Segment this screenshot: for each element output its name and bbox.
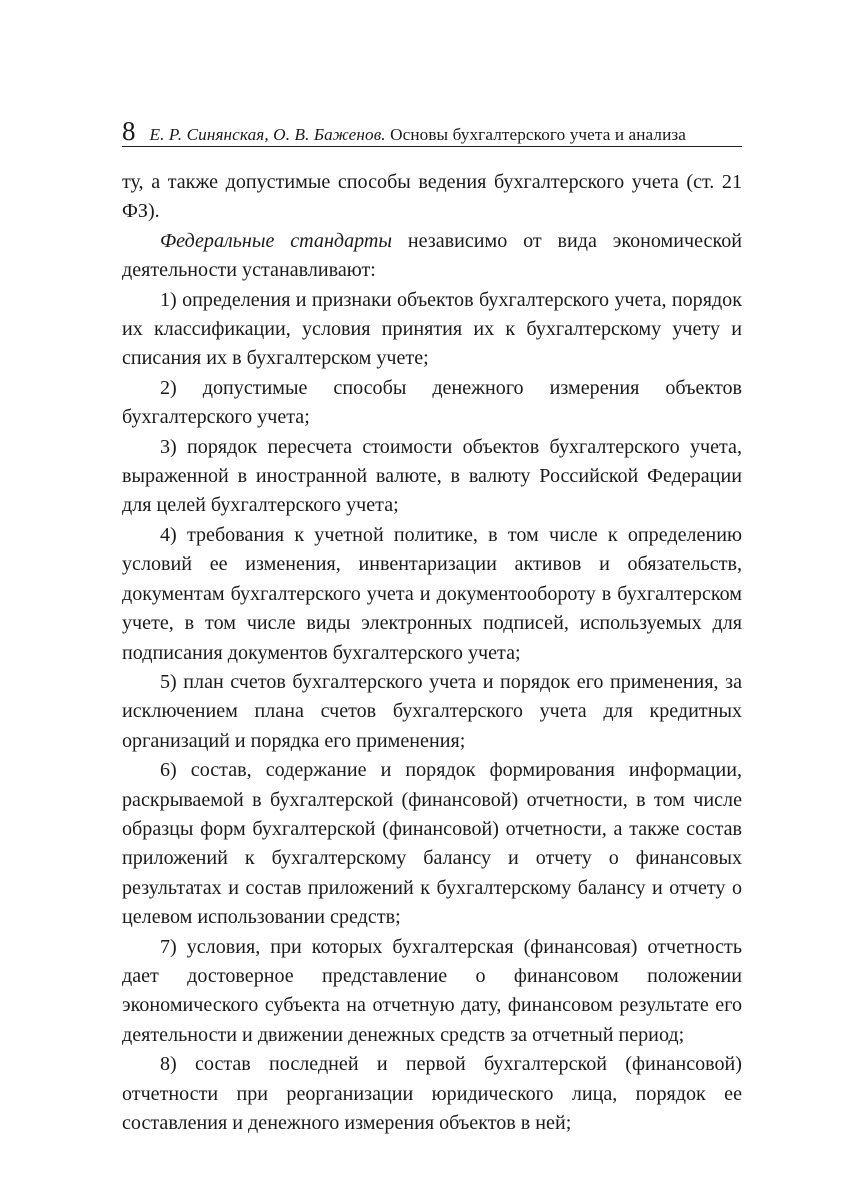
intro-text: независимо от вида экономической деятельности устанавливают: — [122, 229, 742, 282]
page-number: 8 — [122, 116, 136, 146]
running-header — [122, 116, 742, 147]
running-head-text — [150, 120, 687, 150]
list-item: 4) требования к учетной политике, в том числе к определению условий ее изменения, инвентаризации активов и обязательств, документам бухгалтерского учета и документообороту в бухгалтерском учете, в том числе виды электронных подписей, используемых для подписания документов бухгалтерского учета; — [122, 523, 742, 664]
list-item: 7) условия, при которых бухгалтерская (финансовая) отчетность дает достоверное представление о финансовом положении экономического субъекта на отчетную дату, финансовом результате его деятельности и движении денежных средств за отчетный период; — [122, 935, 742, 1046]
list-item: 6) состав, содержание и порядок формирования информации, раскрываемой в бухгалтерской (финансовой) отчетности, в том числе образцы форм бухгалтерской (финансовой) отчетности, а также состав приложений к бухгалтерскому балансу и отчету о финансовых результатах и состав приложений к бухгалтерскому балансу и отчету о целевом использовании средств; — [122, 759, 742, 929]
intro-paragraph — [122, 227, 742, 286]
list-item: 1) определения и признаки объектов бухгалтерского учета, порядок их классификации, условия принятия их к бухгалтерскому учету и списания их в бухгалтерском учете; — [122, 288, 742, 370]
header-authors: Е. Р. Синянская, О. В. Баженов. — [149, 125, 386, 144]
intro-emphasis: Федеральные стандарты — [160, 229, 393, 252]
list-item: 3) порядок пересчета стоимости объектов бухгалтерского учета, выраженной в иностранной валюте, в валюту Российской Федерации для целей бухгалтерского учета; — [122, 435, 742, 517]
continuation-paragraph: ту, а также допустимые способы ведения бухгалтерского учета (ст. 21 ФЗ). — [122, 171, 742, 223]
list-item: 2) допустимые способы денежного измерения объектов бухгалтерского учета; — [122, 376, 742, 429]
list-item: 8) состав последней и первой бухгалтерской (финансовой) отчетности при реорганизации юридического лица, порядок ее составления и денежного измерения объектов в ней; — [122, 1053, 742, 1134]
page-body — [122, 168, 742, 1138]
list-item: 5) план счетов бухгалтерского учета и порядок его применения, за исключением плана счетов бухгалтерского учета для кредитных организаций и порядка его применения; — [122, 670, 742, 752]
header-book-title: Основы бухгалтерского учета и анализа — [390, 125, 687, 144]
